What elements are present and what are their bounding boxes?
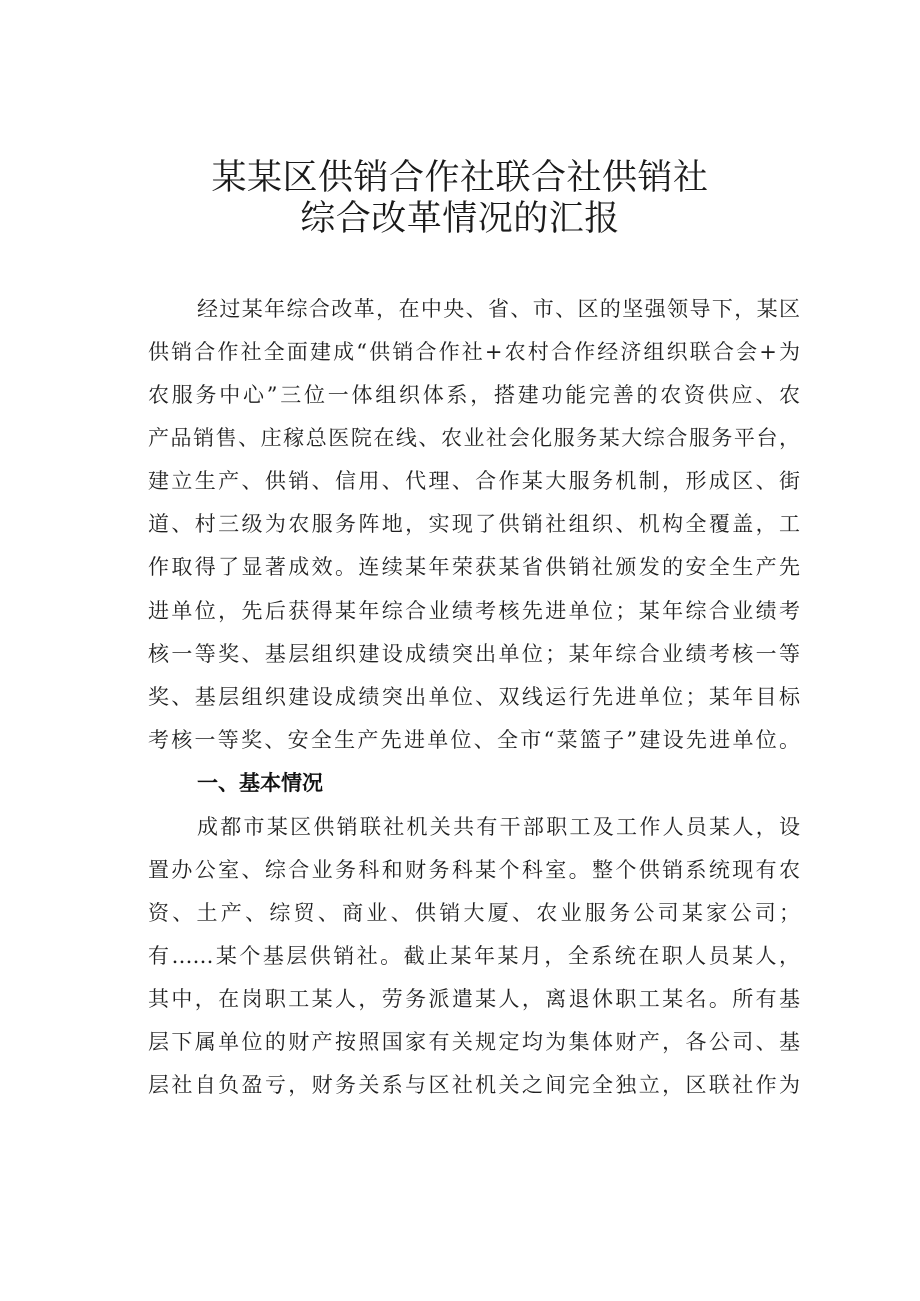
section1-paragraph-line: 成都市某区供销联社机关共有干部职工及工作人员某人，设 [197,815,800,839]
intro-paragraph-line: 奖、基层组织建设成绩突出单位、双线运行先进单位；某年目标 [148,685,800,709]
section-heading-basic-info: 一、基本情况 [197,771,323,795]
intro-paragraph-line: 农服务中心”三位一体组织体系，搭建功能完善的农资供应、农 [148,383,800,407]
document-title-line-1: 某某区供销合作社联合社供销社 [211,158,709,198]
section1-paragraph-line: 层下属单位的财产按照国家有关规定均为集体财产，各公司、基 [148,1030,800,1054]
section1-paragraph-line: 其中，在岗职工某人，劳务派遣某人，离退休职工某名。所有基 [148,987,800,1011]
intro-paragraph-line: 经过某年综合改革，在中央、省、市、区的坚强领导下，某区 [197,297,800,321]
intro-paragraph-line: 供销合作社全面建成“供销合作社+农村合作经济组织联合会+为 [148,340,800,364]
intro-paragraph-line: 考核一等奖、安全生产先进单位、全市“菜篮子”建设先进单位。 [148,728,800,752]
intro-paragraph-line: 核一等奖、基层组织建设成绩突出单位；某年综合业绩考核一等 [148,642,800,666]
section1-paragraph-line: 有……某个基层供销社。截止某年某月，全系统在职人员某人， [148,944,800,968]
section1-paragraph-line: 层社自负盈亏，财务关系与区社机关之间完全独立，区联社作为 [148,1073,800,1097]
intro-paragraph-line: 建立生产、供销、信用、代理、合作某大服务机制，形成区、街 [148,469,800,493]
section1-paragraph-line: 资、土产、综贸、商业、供销大厦、农业服务公司某家公司； [148,901,800,925]
intro-paragraph-line: 进单位，先后获得某年综合业绩考核先进单位；某年综合业绩考 [148,599,800,623]
intro-paragraph-line: 道、村三级为农服务阵地，实现了供销社组织、机构全覆盖，工 [148,512,800,536]
intro-paragraph-line: 作取得了显著成效。连续某年荣获某省供销社颁发的安全生产先 [148,555,800,579]
document-title-line-2: 综合改革情况的汇报 [300,199,620,239]
section1-paragraph-line: 置办公室、综合业务科和财务科某个科室。整个供销系统现有农 [148,858,800,882]
intro-paragraph-line: 产品销售、庄稼总医院在线、农业社会化服务某大综合服务平台， [148,426,800,450]
